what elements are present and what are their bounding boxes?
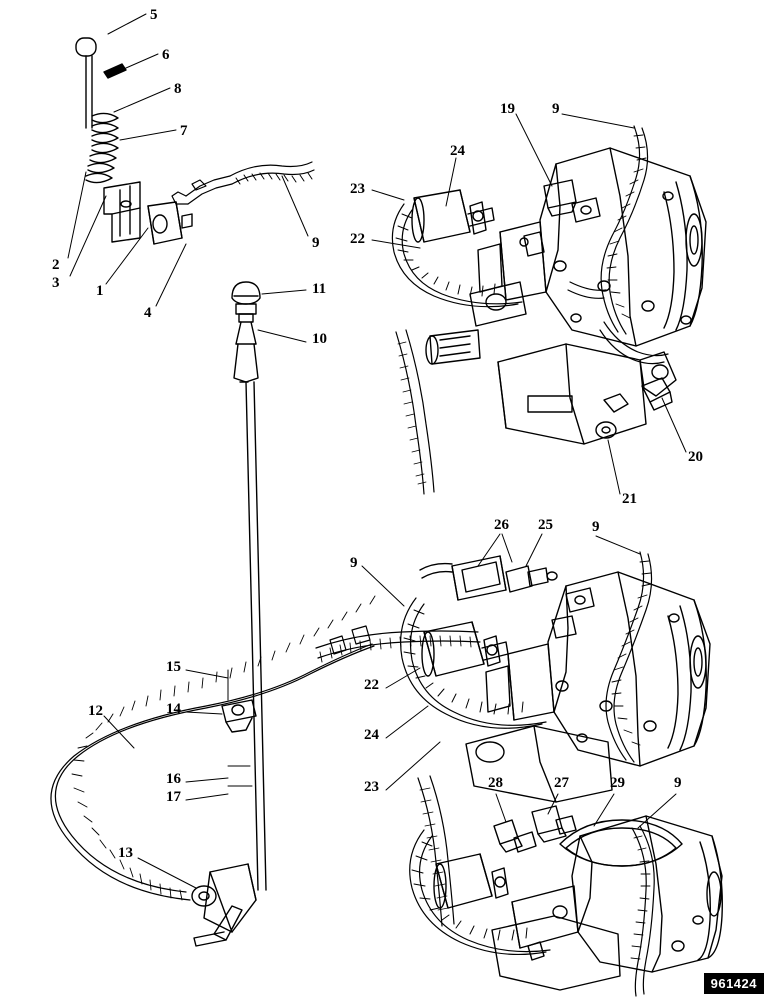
callout-12: 12	[88, 703, 103, 719]
part-12-cable	[51, 596, 375, 900]
part-24-actuator-lower	[434, 854, 508, 908]
transmission-housing-upper	[426, 148, 706, 444]
callout-2: 2	[52, 257, 60, 273]
callout-27: 27	[554, 775, 569, 791]
part-10-collar	[236, 304, 256, 344]
part-21-grommet	[596, 422, 616, 438]
gear-lever-shaft	[234, 344, 266, 890]
callout-17: 17	[166, 789, 181, 805]
part-26-control-box	[420, 556, 557, 600]
part-11-knob	[232, 282, 260, 304]
callout-1: 1	[96, 283, 104, 299]
callout-10: 10	[312, 331, 327, 347]
part-24-actuator-upper	[412, 190, 494, 242]
part-1-solenoid	[148, 202, 192, 244]
callout-4: 4	[144, 305, 152, 321]
callout-23-middle: 23	[364, 779, 379, 795]
callout-28: 28	[488, 775, 503, 791]
callout-29: 29	[610, 775, 625, 791]
callout-7: 7	[180, 123, 188, 139]
part-16-17-markers	[228, 766, 252, 786]
part-6-pin	[104, 64, 126, 78]
part-20-connector	[642, 378, 672, 410]
callout-21: 21	[622, 491, 637, 507]
callout-9-upper-right: 9	[552, 101, 560, 117]
part-9-harness-middle-left	[316, 626, 480, 662]
part-14-15-clamp	[222, 700, 256, 732]
part-13-lever-base	[192, 864, 256, 946]
callout-9-middle-right: 9	[592, 519, 600, 535]
callout-25: 25	[538, 517, 553, 533]
part-2-3-bracket	[104, 182, 140, 242]
part-9-harness-middle-right	[606, 552, 652, 762]
part-5-bolt	[76, 38, 96, 128]
callout-23-upper: 23	[350, 181, 365, 197]
callout-8: 8	[174, 81, 182, 97]
callout-22-upper: 22	[350, 231, 365, 247]
part-7-spring	[86, 113, 118, 182]
callout-6: 6	[162, 47, 170, 63]
callout-leader-lines	[68, 14, 686, 888]
callout-19: 19	[500, 101, 515, 117]
callout-5: 5	[150, 7, 158, 23]
callout-24-upper: 24	[450, 143, 465, 159]
part-9-harness-upper-left	[172, 162, 314, 204]
callout-9-middle-left: 9	[350, 555, 358, 571]
callout-15: 15	[166, 659, 181, 675]
callout-22-middle: 22	[364, 677, 379, 693]
callout-9-lower-right: 9	[674, 775, 682, 791]
callout-14: 14	[166, 701, 181, 717]
callout-9-upper-left: 9	[312, 235, 320, 251]
figure-part-code: 961424	[704, 973, 764, 994]
part-9-harness-upper-right	[568, 126, 668, 364]
callout-26: 26	[494, 517, 509, 533]
part-28-connector-block	[494, 820, 536, 852]
callout-13: 13	[118, 845, 133, 861]
transmission-housing-middle	[466, 572, 710, 802]
part-24-actuator-middle	[422, 622, 508, 676]
callout-16: 16	[166, 771, 181, 787]
callout-3: 3	[52, 275, 60, 291]
callout-20: 20	[688, 449, 703, 465]
diagram-break-band-upper	[396, 330, 434, 494]
callout-11: 11	[312, 281, 327, 297]
callout-24-middle: 24	[364, 727, 379, 743]
transmission-housing-lower	[492, 816, 722, 990]
